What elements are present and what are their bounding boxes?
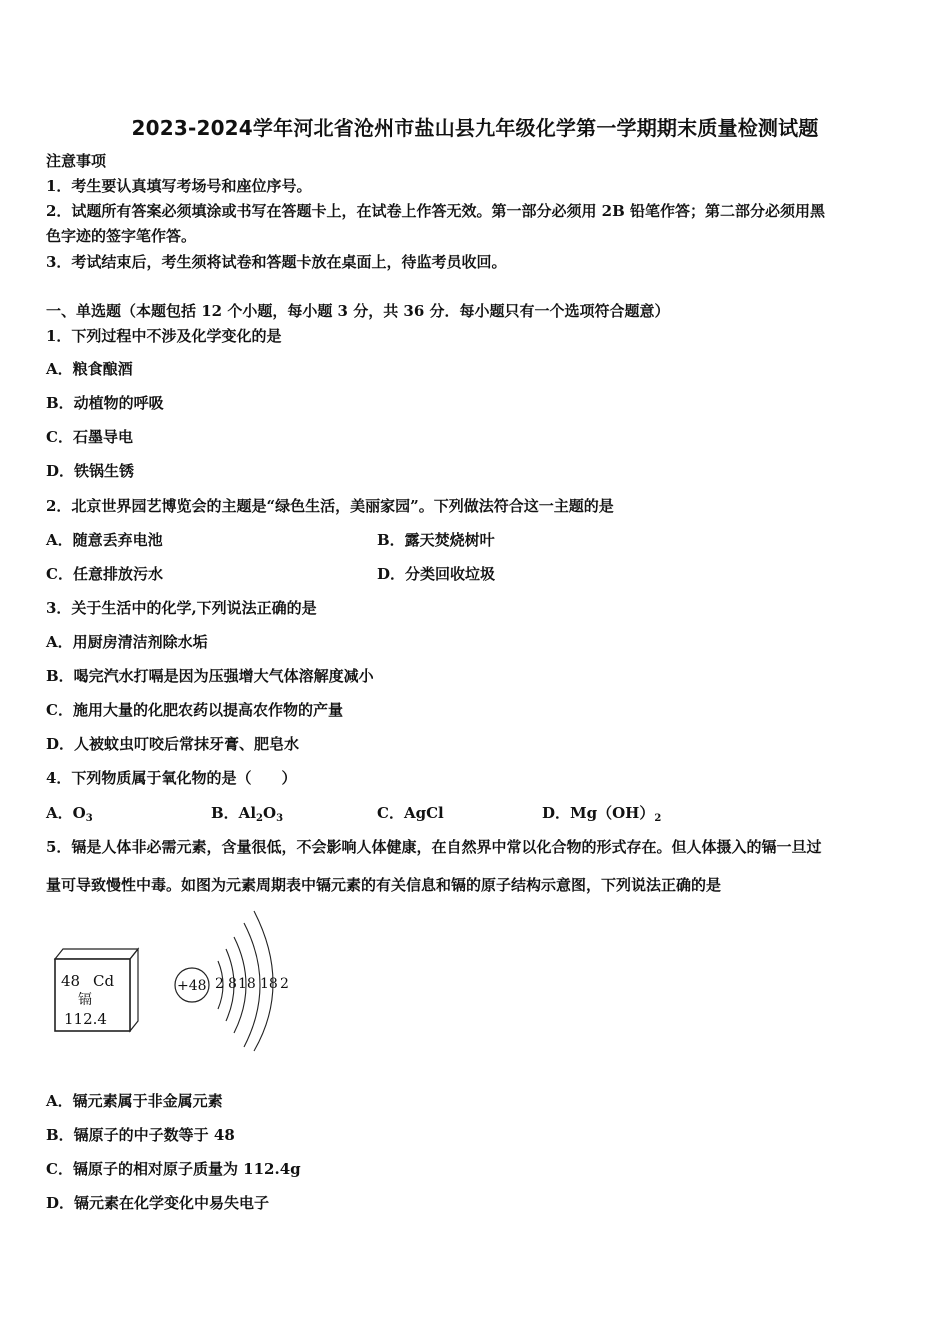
q4-option-c: C．AgCl bbox=[377, 804, 444, 822]
q2-stem: 2．北京世界园艺博览会的主题是“绿色生活，美丽家园”。下列做法符合这一主题的是 bbox=[46, 497, 614, 515]
q3-option-b: B．喝完汽水打嗝是因为压强增大气体溶解度减小 bbox=[46, 667, 374, 685]
shell-3-electrons: 18 bbox=[238, 976, 256, 992]
notice-heading: 注意事项 bbox=[46, 152, 107, 170]
notice-item-2-cont: 色字迹的签字笔作答。 bbox=[46, 227, 197, 245]
q5-option-a: A．镉元素属于非金属元素 bbox=[46, 1092, 223, 1110]
q1-option-c: C．石墨导电 bbox=[46, 428, 133, 446]
shell-5-electrons: 2 bbox=[280, 976, 289, 992]
section-heading: 一、单选题（本题包括 12 个小题，每小题 3 分，共 36 分．每小题只有一个选项符合题意） bbox=[46, 302, 670, 320]
page-title: 2023-2024学年河北省沧州市盐山县九年级化学第一学期期末质量检测试题 bbox=[131, 116, 819, 140]
q2-option-c: C．任意排放污水 bbox=[46, 565, 163, 583]
q1-option-d: D．铁锅生锈 bbox=[46, 462, 135, 480]
notice-item-3: 3．考试结束后，考生须将试卷和答题卡放在桌面上，待监考员收回。 bbox=[46, 253, 507, 271]
q4-option-b: B．$Al_2O_3$ bbox=[211, 804, 284, 824]
element-name: 镉 bbox=[78, 992, 92, 1008]
shell-1-electrons: 2 bbox=[215, 976, 224, 992]
q4-stem: 4．下列物质属于氧化物的是（ ） bbox=[46, 769, 297, 787]
q2-option-d: D．分类回收垃圾 bbox=[377, 565, 496, 583]
notice-item-1: 1．考生要认真填写考场号和座位序号。 bbox=[46, 177, 312, 195]
q5-option-c: C．镉原子的相对原子质量为 112.4g bbox=[46, 1160, 301, 1178]
q5-option-d: D．镉元素在化学变化中易失电子 bbox=[46, 1194, 270, 1212]
q2-option-b: B．露天焚烧树叶 bbox=[377, 531, 495, 549]
element-symbol: Cd bbox=[93, 972, 115, 990]
q1-option-a: A．粮食酿酒 bbox=[46, 360, 133, 378]
q5-stem-line-1: 5．镉是人体非必需元素，含量很低，不会影响人体健康，在自然界中常以化合物的形式存在。但人体摄入的镉一旦过 bbox=[46, 838, 822, 856]
q1-stem: 1．下列过程中不涉及化学变化的是 bbox=[46, 327, 282, 345]
q3-option-d: D．人被蚊虫叮咬后常抹牙膏、肥皂水 bbox=[46, 735, 300, 753]
q3-stem: 3．关于生活中的化学,下列说法正确的是 bbox=[46, 599, 317, 617]
q3-option-a: A．用厨房清洁剂除水垢 bbox=[46, 633, 208, 651]
q3-option-c: C．施用大量的化肥农药以提高农作物的产量 bbox=[46, 701, 343, 719]
shell-4-electrons: 18 bbox=[260, 976, 278, 992]
q2-option-a: A．随意丢弃电池 bbox=[46, 531, 163, 549]
notice-item-2: 2．试题所有答案必须填涂或书写在答题卡上，在试卷上作答无效。第一部分必须用 2B 铅笔作答；第二部分必须用黑 bbox=[46, 202, 826, 220]
element-atomic-mass: 112.4 bbox=[64, 1010, 107, 1028]
q4-option-d: D．$Mg(OH)_2$ bbox=[542, 804, 662, 824]
q4-option-a: A．$O_3$ bbox=[46, 804, 93, 824]
nucleus-charge: +48 bbox=[177, 978, 207, 994]
q5-stem-line-2: 量可导致慢性中毒。如图为元素周期表中镉元素的有关信息和镉的原子结构示意图，下列说法正确的是 bbox=[46, 876, 722, 894]
element-atomic-number: 48 bbox=[61, 972, 81, 990]
q5-option-b: B．镉原子的中子数等于 48 bbox=[46, 1126, 235, 1144]
q1-option-b: B．动植物的呼吸 bbox=[46, 394, 164, 412]
shell-2-electrons: 8 bbox=[228, 976, 237, 992]
